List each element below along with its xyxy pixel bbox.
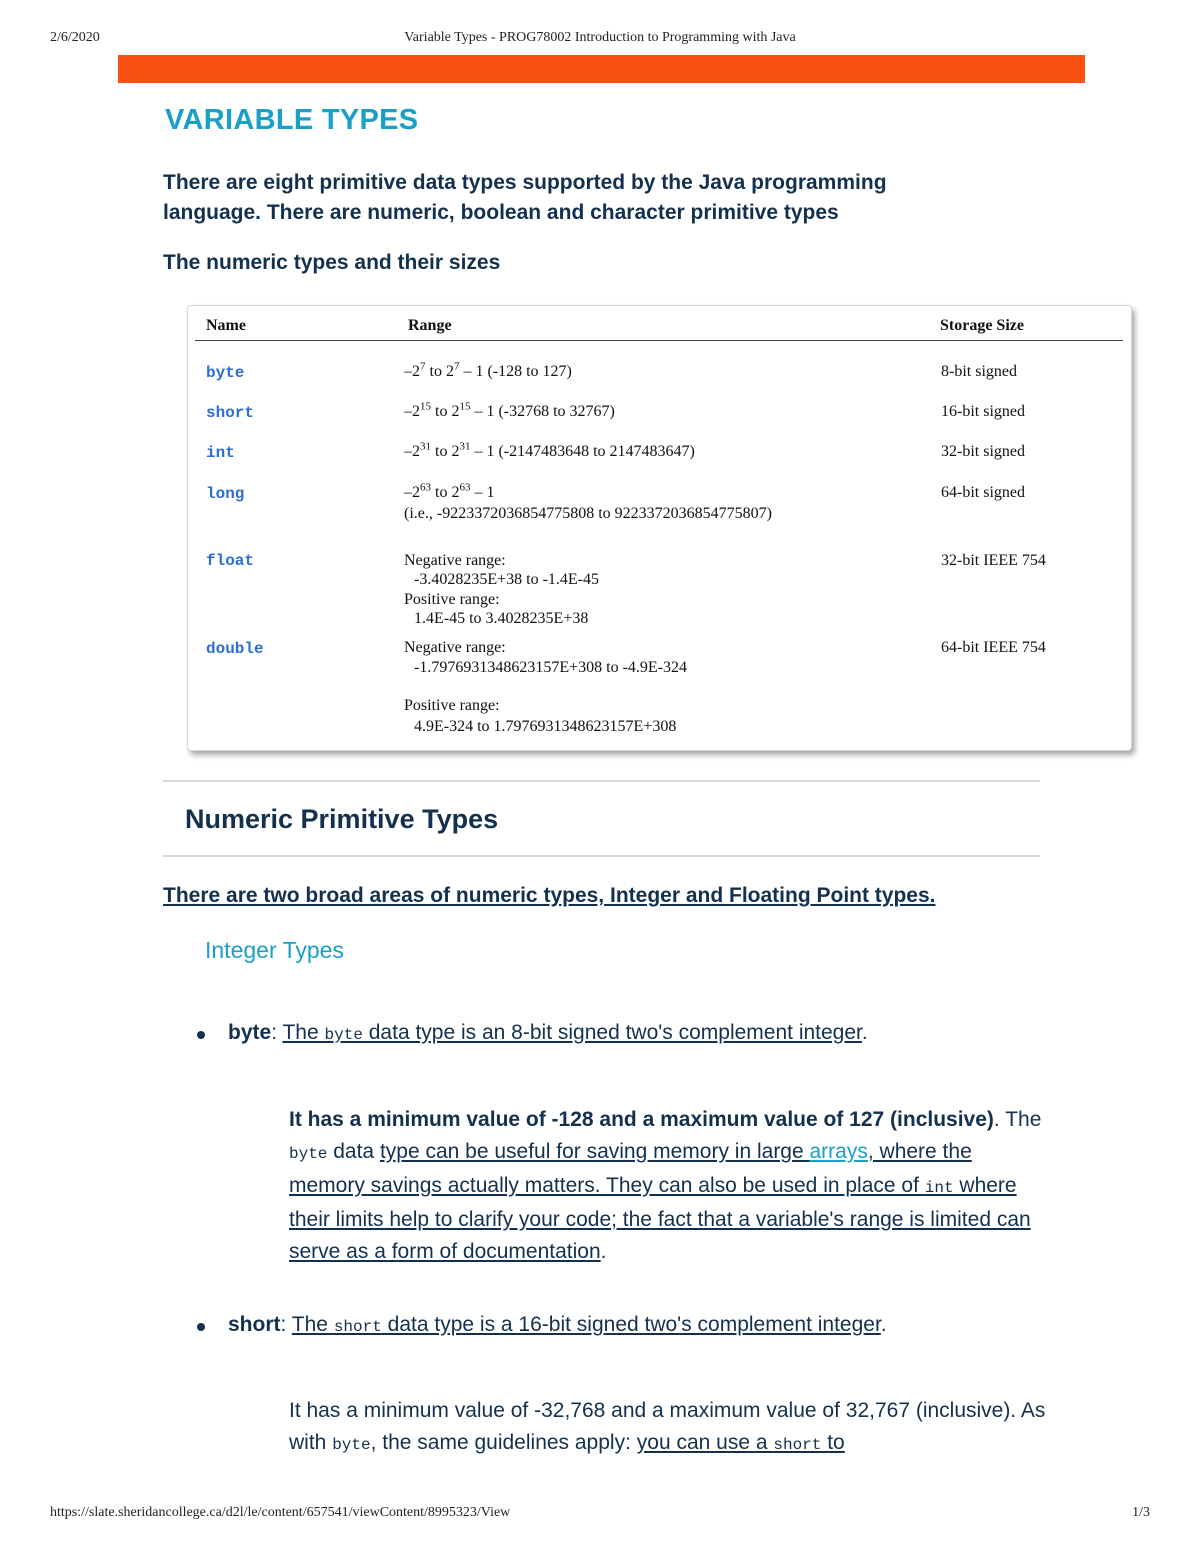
- print-footer: [50, 1505, 1150, 1525]
- range-byte: $-2^7$ to $2^7 - 1$ (-128 to 127): [404, 360, 572, 380]
- col-header-storage: Storage Size: [940, 317, 1024, 334]
- float-pos-label: Positive range:: [404, 591, 500, 608]
- double-neg-label: Negative range:: [404, 639, 506, 656]
- type-name-int: int: [206, 444, 235, 462]
- size-long: 64-bit signed: [941, 484, 1025, 501]
- banner-bar: [118, 55, 1085, 83]
- range-long: $-2^{63}$ to $2^{63} - 1$: [404, 481, 495, 501]
- type-name-byte: byte: [206, 364, 245, 382]
- size-int: 32-bit signed: [941, 443, 1025, 460]
- double-pos-label: Positive range:: [404, 697, 500, 714]
- size-byte: 8-bit signed: [941, 363, 1017, 380]
- arrays-link[interactable]: arrays: [809, 1140, 868, 1163]
- section-divider-bottom: [163, 855, 1040, 857]
- page-title: VARIABLE TYPES: [165, 104, 419, 136]
- print-date: 2/6/2020: [50, 30, 100, 45]
- size-short: 16-bit signed: [941, 403, 1025, 420]
- header-divider: [195, 340, 1123, 341]
- numeric-sizes-heading: The numeric types and their sizes: [163, 251, 501, 274]
- short-definition-link[interactable]: The short data type is a 16-bit signed two's complement integer: [291, 1313, 881, 1336]
- intro-paragraph: There are eight primitive data types supported by the Java programming language. There are numeric, boolean and character primitive types: [163, 171, 887, 224]
- type-name-long: long: [206, 485, 245, 503]
- list-item-byte: byte: The byte data type is an 8-bit signed two's complement integer.: [228, 1021, 868, 1044]
- page-number: 1/3: [1132, 1505, 1150, 1520]
- float-neg-label: Negative range:: [404, 552, 506, 569]
- byte-usage-link[interactable]: type can be useful for saving memory in large arrays, where the memory savings actually matters. They can also be used in place of int where their limits help to clarify your code; the fact that a variable's range is limited can serve as a form of documentation: [289, 1140, 1031, 1263]
- page-url: https://slate.sheridancollege.ca/d2l/le/content/657541/viewContent/8995323/View: [50, 1505, 511, 1520]
- size-double: 64-bit IEEE 754: [941, 639, 1046, 656]
- range-long-detail: (i.e., -9223372036854775808 to 9223372036854775807): [404, 505, 772, 522]
- byte-description: It has a minimum value of -128 and a maximum value of 127 (inclusive). The byte data type can be useful for saving memory in large arrays, where the memory savings actually matters. They can also be used in place of int where their limits help to clarify your code; the fact that a variable's range is limited can serve as a form of documentation.: [289, 1108, 1042, 1263]
- size-float: 32-bit IEEE 754: [941, 552, 1046, 569]
- bullet-short: [197, 1323, 205, 1331]
- double-pos-range: 4.9E-324 to 1.7976931348623157E+308: [414, 718, 677, 735]
- type-name-double: double: [206, 640, 264, 658]
- print-header: [50, 30, 1150, 50]
- byte-definition-link[interactable]: The byte data type is an 8-bit signed two's complement integer: [282, 1021, 862, 1044]
- range-int: $-2^{31}$ to $2^{31} - 1$ (-2147483648 to 2147483647): [404, 440, 695, 460]
- list-item-short: short: The short data type is a 16-bit signed two's complement integer.: [228, 1313, 887, 1336]
- type-name-short: short: [206, 404, 255, 422]
- range-short: $-2^{15}$ to $2^{15} - 1$ (-32768 to 32767): [404, 400, 615, 420]
- float-neg-range: -3.4028235E+38 to -1.4E-45: [414, 571, 599, 588]
- short-description: It has a minimum value of -32,768 and a maximum value of 32,767 (inclusive). As with byte, the same guidelines apply: you can use a short to: [289, 1399, 1046, 1454]
- integer-types-heading: Integer Types: [205, 937, 344, 963]
- bullet-byte: [197, 1031, 205, 1039]
- float-pos-range: 1.4E-45 to 3.4028235E+38: [414, 610, 589, 627]
- type-name-float: float: [206, 552, 255, 570]
- section-title: Numeric Primitive Types: [185, 804, 499, 834]
- short-usage-link[interactable]: you can use a short to: [636, 1431, 845, 1454]
- numeric-types-table: [187, 305, 1132, 751]
- col-header-name: Name: [206, 317, 246, 334]
- section-divider-top: [163, 780, 1040, 782]
- print-title: Variable Types - PROG78002 Introduction to Programming with Java: [404, 30, 796, 45]
- col-header-range: Range: [408, 317, 452, 334]
- double-neg-range: -1.7976931348623157E+308 to -4.9E-324: [414, 659, 687, 676]
- broad-areas-link[interactable]: There are two broad areas of numeric types, Integer and Floating Point types.: [163, 884, 936, 907]
